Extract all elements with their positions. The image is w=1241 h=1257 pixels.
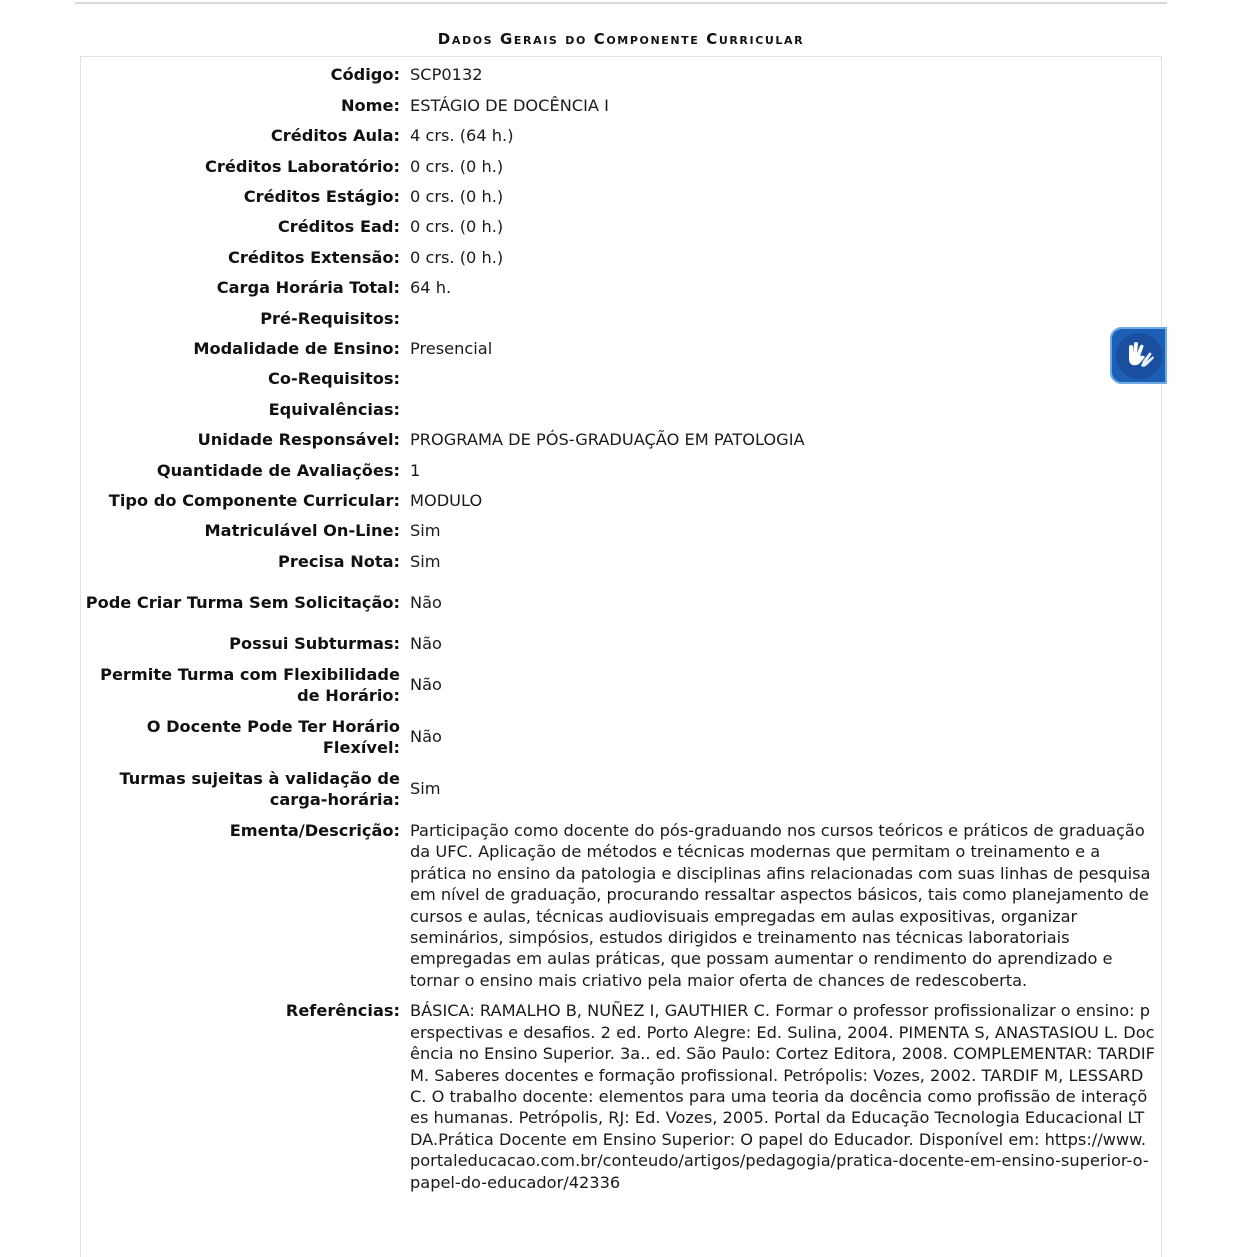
value-precisa-nota: Sim bbox=[410, 551, 441, 571]
label-matriculavel-online: Matriculável On-Line: bbox=[204, 521, 400, 541]
row-modalidade-ensino bbox=[82, 334, 1156, 364]
label-ementa: Ementa/Descrição: bbox=[229, 821, 400, 841]
row-matriculavel-online bbox=[82, 516, 1156, 546]
section-title: Dados Gerais do Componente Curricular bbox=[437, 30, 805, 48]
value-unidade-responsavel: PROGRAMA DE PÓS-GRADUAÇÃO EM PATOLOGIA bbox=[410, 430, 805, 450]
label-creditos-aula: Créditos Aula: bbox=[270, 126, 400, 146]
label-possui-subturmas: Possui Subturmas: bbox=[229, 634, 400, 654]
row-creditos-aula bbox=[82, 121, 1156, 151]
top-divider bbox=[75, 2, 1167, 4]
value-creditos-ead: 0 crs. (0 h.) bbox=[410, 217, 504, 237]
row-equivalencias bbox=[82, 394, 1156, 424]
value-equivalencias bbox=[410, 394, 1156, 424]
accessibility-widget-button[interactable] bbox=[1110, 327, 1167, 384]
value-possui-subturmas: Não bbox=[410, 634, 442, 654]
label-pre-requisitos: Pré-Requisitos: bbox=[260, 308, 400, 328]
value-turmas-validacao: Sim bbox=[410, 779, 441, 799]
label-co-requisitos: Co-Requisitos: bbox=[268, 369, 400, 389]
label-tipo-componente: Tipo do Componente Curricular: bbox=[108, 490, 400, 510]
row-docente-horario-flexivel bbox=[82, 711, 1156, 763]
row-referencias bbox=[82, 995, 1156, 1197]
value-codigo: SCP0132 bbox=[410, 65, 483, 85]
label-pode-criar-turma: Pode Criar Turma Sem Solicitação: bbox=[85, 592, 400, 612]
label-referencias: Referências: bbox=[285, 1001, 400, 1021]
label-turmas-validacao: Turmas sujeitas à validação de carga-horária: bbox=[119, 768, 400, 810]
value-carga-horaria-total: 64 h. bbox=[410, 278, 452, 298]
label-creditos-ead: Créditos Ead: bbox=[277, 217, 400, 237]
label-modalidade-ensino: Modalidade de Ensino: bbox=[193, 339, 400, 358]
row-creditos-laboratorio bbox=[82, 151, 1156, 181]
label-nome: Nome: bbox=[341, 95, 400, 115]
value-quantidade-avaliacoes: 1 bbox=[410, 460, 421, 480]
row-creditos-extensao bbox=[82, 242, 1156, 272]
row-nome bbox=[82, 90, 1156, 120]
row-possui-subturmas bbox=[82, 629, 1156, 659]
value-nome: ESTÁGIO DE DOCÊNCIA I bbox=[410, 95, 609, 115]
sign-language-hands-icon bbox=[1116, 333, 1162, 379]
row-quantidade-avaliacoes bbox=[82, 455, 1156, 485]
value-creditos-estagio: 0 crs. (0 h.) bbox=[410, 187, 504, 207]
row-carga-horaria-total bbox=[82, 273, 1156, 303]
row-precisa-nota bbox=[82, 546, 1156, 576]
label-docente-horario-flexivel: O Docente Pode Ter Horário Flexível: bbox=[146, 716, 400, 758]
value-tipo-componente: MODULO bbox=[410, 490, 483, 510]
value-creditos-laboratorio: 0 crs. (0 h.) bbox=[410, 156, 504, 176]
label-precisa-nota: Precisa Nota: bbox=[278, 551, 400, 571]
label-equivalencias: Equivalências: bbox=[268, 399, 400, 419]
label-quantidade-avaliacoes: Quantidade de Avaliações: bbox=[156, 460, 400, 480]
value-permite-turma-flex: Não bbox=[410, 675, 442, 695]
label-unidade-responsavel: Unidade Responsável: bbox=[197, 430, 400, 450]
row-permite-turma-flex bbox=[82, 659, 1156, 711]
row-codigo bbox=[82, 60, 1156, 90]
row-unidade-responsavel bbox=[82, 425, 1156, 455]
row-pre-requisitos bbox=[82, 303, 1156, 333]
value-ementa: Participação como docente do pós-graduando nos cursos teóricos e práticos de graduação da UFC. Aplicação de métodos e técnicas modernas que permitam o treinamento e a prática no ensino da patologia e disciplinas afins relacionadas com suas linhas de pesquisa em nível de graduação, procurando ressaltar aspectos básicos, tais como planejamento de cursos e aulas, técnicas audiovisuais empregadas em aulas expositivas, organizar seminários, simpósios, estudos dirigidos e treinamento nas técnicas laboratoriais empregadas em aulas práticas, que possam aumentar o rendimento do aprendizado e tornar o ensino mais criativo pela maior oferta de chances de redescoberta. bbox=[410, 821, 1151, 990]
value-referencias: BÁSICA: RAMALHO B, NUÑEZ I, GAUTHIER C. Formar o professor profissionalizar o ensino: perspectivas e desafios. 2 ed. Porto Alegre: Ed. Sulina, 2004. PIMENTA S, ANASTASIOU L. Docência no Ensino Superior. 3a.. ed. São Paulo: Cortez Editora, 2008. COMPLEMENTAR: TARDIF M. Saberes docentes e formação profissional. Petrópolis: Vozes, 2002. TARDIF M, LESSARD C. O trabalho docente: elementos para uma teoria da docência como profissão de interações humanas. Petrópolis, RJ: Ed. Vozes, 2005. Portal da Educação Tecnologia Educacional LTDA.Prática Docente em Ensino Superior: O papel do Educador. Disponível em: https://www.portaleducacao.com.br/conteudo/artigos/pedagogia/pratica-docente-em-ensino-superior-o-papel-do-educador/42336 bbox=[410, 1001, 1155, 1192]
value-docente-horario-flexivel: Não bbox=[410, 727, 442, 747]
row-creditos-estagio bbox=[82, 182, 1156, 212]
value-pre-requisitos bbox=[410, 303, 1156, 333]
value-co-requisitos bbox=[410, 364, 1156, 394]
value-creditos-extensao: 0 crs. (0 h.) bbox=[410, 247, 504, 267]
row-creditos-ead bbox=[82, 212, 1156, 242]
row-ementa bbox=[82, 815, 1156, 995]
row-turmas-validacao bbox=[82, 763, 1156, 815]
row-pode-criar-turma bbox=[82, 577, 1156, 629]
component-details-table bbox=[82, 60, 1156, 1197]
label-carga-horaria-total: Carga Horária Total: bbox=[216, 278, 400, 298]
label-creditos-extensao: Créditos Extensão: bbox=[227, 247, 400, 267]
row-co-requisitos bbox=[82, 364, 1156, 394]
label-creditos-estagio: Créditos Estágio: bbox=[243, 187, 400, 207]
value-matriculavel-online: Sim bbox=[410, 521, 441, 541]
value-pode-criar-turma: Não bbox=[410, 592, 442, 612]
label-creditos-laboratorio: Créditos Laboratório: bbox=[205, 156, 400, 176]
row-tipo-componente bbox=[82, 485, 1156, 515]
label-permite-turma-flex: Permite Turma com Flexibilidade de Horário: bbox=[100, 664, 400, 706]
value-modalidade-ensino: Presencial bbox=[410, 339, 493, 358]
value-creditos-aula: 4 crs. (64 h.) bbox=[410, 126, 514, 146]
label-codigo: Código: bbox=[330, 65, 400, 85]
